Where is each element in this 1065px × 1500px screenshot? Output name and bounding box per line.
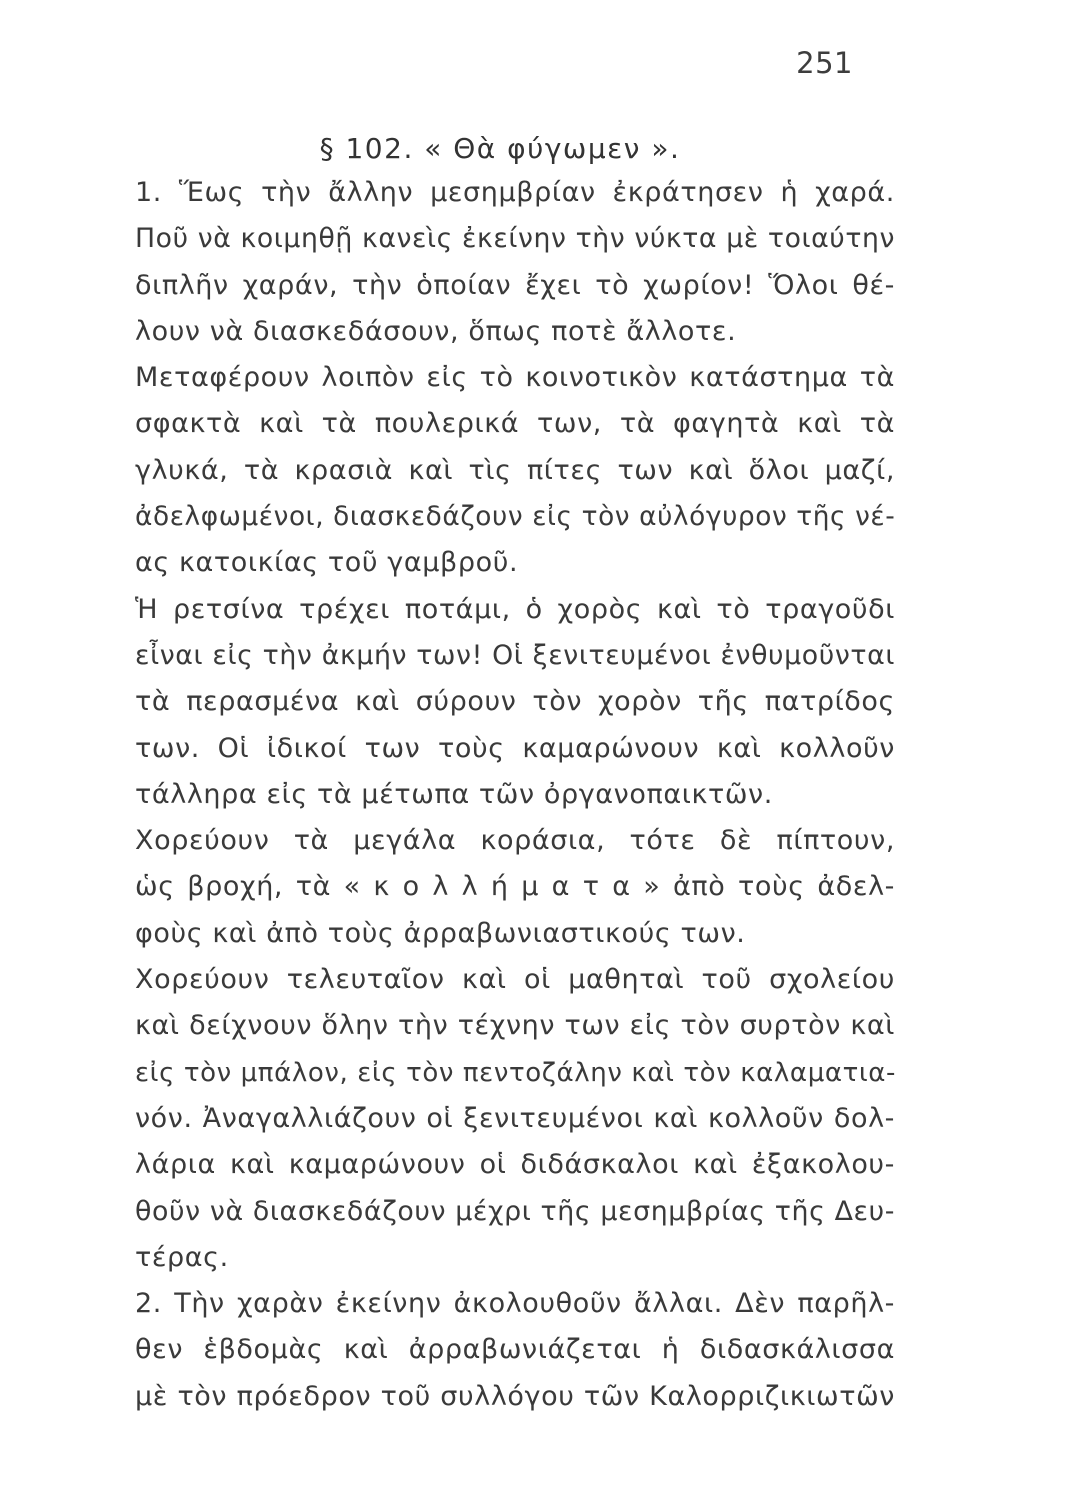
text-line: 1. Ἕως τὴν ἄλλην μεσημβρίαν ἐκράτησεν ἡ χαρά. [135,177,895,208]
text-line: τὰ περασμένα καὶ σύρουν τὸν χορὸν τῆς πατρίδος [135,686,895,718]
text-line: διπλῆν χαράν, τὴν ὁποίαν ἔχει τὸ χωρίον! Ὅλοι θέ- [135,269,895,301]
text-line: ὡς βροχή, τὰ « κ ο λ λ ή μ α τ α » ἀπὸ τοὺς ἀδελ- [135,871,895,903]
text-line: γλυκά, τὰ κρασιὰ καὶ τὶς πίτες των καὶ ὅλοι μαζί, [135,454,895,486]
text-line: νόν. Ἀναγαλλιάζουν οἱ ξενιτευμένοι καὶ κολλοῦν δολ- [135,1102,895,1134]
text-line: ας κατοικίας τοῦ γαμβροῦ. [135,547,519,579]
body-text [135,170,895,1420]
text-line: Χορεύουν τὰ μεγάλα κοράσια, τότε δὲ πίπτουν, [135,825,895,857]
section-title: § 102. « Θὰ φύγωμεν ». [319,132,681,165]
text-line: θεν ἑβδομὰς καὶ ἀρραβωνιάζεται ἡ διδασκάλισσα [135,1334,895,1366]
text-line: σφακτὰ καὶ τὰ πουλερικά των, τὰ φαγητὰ καὶ τὰ [135,408,895,440]
text-line: Ποῦ νὰ κοιμηθῇ κανεὶς ἐκείνην τὴν νύκτα μὲ τοιαύτην [135,223,895,255]
text-line: Ἡ ρετσίνα τρέχει ποτάμι, ὁ χορὸς καὶ τὸ τραγοῦδι [135,593,895,625]
text-line: μὲ τὸν πρόεδρον τοῦ συλλόγου τῶν Καλορριζικιωτῶν [135,1380,895,1412]
text-line: φοὺς καὶ ἀπὸ τοὺς ἀρραβωνιαστικούς των. [135,917,746,949]
text-line: ἀδελφωμένοι, διασκεδάζουν εἰς τὸν αὐλόγυρον τῆς νέ- [135,502,896,533]
text-line: τέρας. [135,1241,229,1273]
page-number: 251 [796,46,853,80]
text-line: θοῦν νὰ διασκεδάζουν μέχρι τῆς μεσημβρίας τῆς Δευ- [135,1195,895,1227]
text-line: λάρια καὶ καμαρώνουν οἱ διδάσκαλοι καὶ ἐξακολου- [135,1149,895,1181]
text-line: των. Οἱ ἰδικοί των τοὺς καμαρώνουν καὶ κολλοῦν [135,732,895,764]
text-line: τάλληρα εἰς τὰ μέτωπα τῶν ὀργανοπαικτῶν. [135,778,773,810]
text-line: εἰς τὸν μπάλον, εἰς τὸν πεντοζάλην καὶ τὸν καλαματια- [135,1057,897,1088]
text-line: 2. Τὴν χαρὰν ἐκείνην ἀκολουθοῦν ἄλλαι. Δὲν παρῆλ- [135,1288,895,1320]
text-line: Μεταφέρουν λοιπὸν εἰς τὸ κοινοτικὸν κατάστημα τὰ [135,362,895,394]
text-line: καὶ δείχνουν ὅλην τὴν τέχνην των εἰς τὸν συρτὸν καὶ [135,1010,895,1042]
text-line: Χορεύουν τελευταῖον καὶ οἱ μαθηταὶ τοῦ σχολείου [135,964,895,996]
text-line: λουν νὰ διασκεδάσουν, ὅπως ποτὲ ἄλλοτε. [135,315,737,347]
text-line: εἶναι εἰς τὴν ἀκμήν των! Οἱ ξενιτευμένοι ἐνθυμοῦνται [135,639,895,671]
